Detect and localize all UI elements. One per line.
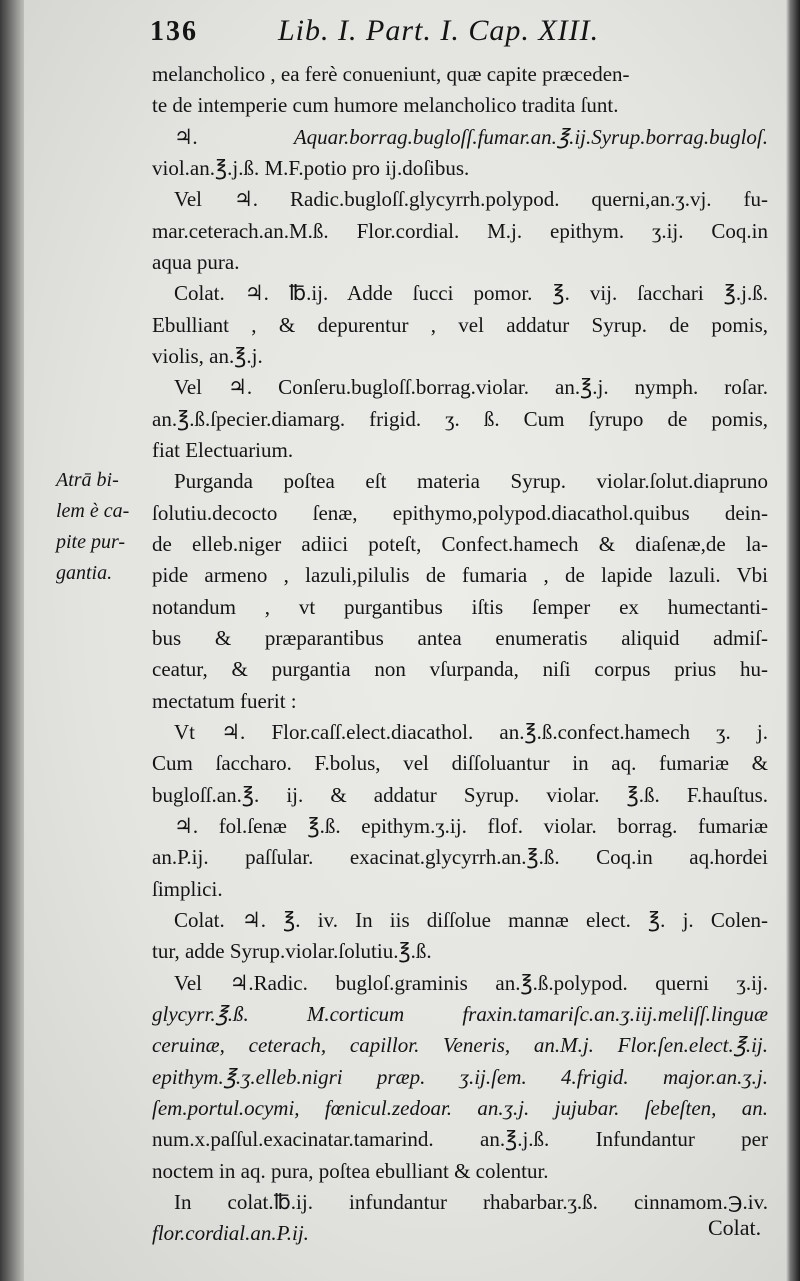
text-line: ſimplici. [152,877,223,901]
text-line: In colat.℔.ij. infundantur rhabarbar.ʒ.ß. cinnamom.℈.iv. [174,1190,768,1214]
text-line: Ebulliant , & depurentur , vel addatur Syrup. de pomis, [152,313,768,337]
text-line: num.x.paſſul.exacinatar.tamarind. an.℥.j.ß. Infundantur per [152,1127,768,1151]
text-line: ſem.portul.ocymi, fœnicul.zedoar. an.ʒ.j. jujubar. ſebeſten, an. [152,1096,768,1120]
text-line: flor.cordial.an.P.ij. [152,1221,309,1245]
text-line: notandum , vt purgantibus iſtis ſemper ex humectanti- [152,595,768,619]
marginal-note-line: pite pur- [56,531,126,553]
marginal-note-line: lem è ca- [56,500,130,522]
page-fore-edge [786,0,800,1281]
text-line: bugloſſ.an.℥. ij. & addatur Syrup. violar. ℥.ß. F.hauſtus. [152,783,768,807]
page-header [150,14,670,60]
text-line: ♃. Aquar.borrag.bugloſſ.fumar.an.℥.ij.Syrup.borrag.bugloſ. [174,125,768,149]
text-line: Cum ſaccharo. F.bolus, vel diſſoluantur in aq. fumariæ & [152,751,768,775]
text-line: Vel ♃.Radic. bugloſ.graminis an.℥.ß.polypod. querni ʒ.ij. [174,971,768,995]
text-line: Vel ♃. Conſeru.bugloſſ.borrag.violar. an.℥.j. nymph. roſar. [174,375,768,399]
text-line: aqua pura. [152,250,240,274]
text-line: Vt ♃. Flor.caſſ.elect.diacathol. an.℥.ß.confect.hamech ʒ. j. [174,720,768,744]
text-line: de elleb.niger adiici poteſt, Confect.hamech & diaſenæ,de la- [152,532,768,556]
text-line: Colat. ♃. ℔.ij. Adde ſucci pomor. ℥. vij. ſacchari ℥.j.ß. [174,281,768,305]
page-number: 136 [150,16,198,47]
text-line: ceruinæ, ceterach, capillor. Veneris, an.M.j. Flor.ſen.elect.℥.ij. [152,1033,768,1057]
marginal-note-line: gantia. [56,562,113,584]
text-line: Purganda poſtea eſt materia Syrup. violar.ſolut.diapruno [174,469,768,493]
text-line: tur, adde Syrup.violar.ſolutiu.℥.ß. [152,939,432,963]
text-line: ſolutiu.decocto ſenæ, epithymo,polypod.diacathol.quibus dein- [152,501,768,525]
text-line: mar.ceterach.an.M.ß. Flor.cordial. M.j. epithym. ʒ.ij. Coq.in [152,219,768,243]
text-line: te de intemperie cum humore melancholico tradita ſunt. [152,93,619,117]
text-line: ♃. fol.ſenæ ℥.ß. epithym.ʒ.ij. flof. violar. borrag. fumariæ [174,814,768,838]
text-line: mectatum fuerit : [152,689,297,713]
running-title: Lib. I. Part. I. Cap. XIII. [278,14,600,47]
text-line: an.℥.ß.ſpecier.diamarg. frigid. ʒ. ß. Cum ſyrupo de pomis, [152,407,768,431]
binding-edge [0,0,24,1281]
catchword: Colat. [708,1215,762,1240]
text-line: epithym.℥.ʒ.elleb.nigri præp. ʒ.ij.ſem. 4.frigid. major.an.ʒ.j. [152,1065,768,1089]
text-line: fiat Electuarium. [152,438,294,462]
text-line: bus & præparantibus antea enumeratis aliquid admiſ- [152,626,768,650]
text-line: Vel ♃. Radic.bugloſſ.glycyrrh.polypod. querni,an.ʒ.vj. fu- [174,187,768,211]
text-line: violis, an.℥.j. [152,344,263,368]
text-line: viol.an.℥.j.ß. M.F.potio pro ij.doſibus. [152,156,470,180]
text-line: noctem in aq. pura, poſtea ebulliant & colentur. [152,1159,549,1183]
text-line: Colat. ♃. ℥. iv. In iis diſſolue mannæ elect. ℥. j. Colen- [174,908,768,932]
text-line: pide armeno , lazuli,pilulis de fumaria , de lapide lazuli. Vbi [152,563,768,587]
text-line: glycyrr.℥.ß. M.corticum fraxin.tamariſc.an.ʒ.iij.meliſſ.linguæ [152,1002,768,1026]
marginal-note-line: Atrā bi- [56,469,119,491]
text-line: an.P.ij. paſſular. exacinat.glycyrrh.an.℥.ß. Coq.in aq.hordei [152,845,768,869]
text-line: melancholico , ea ferè conueniunt, quæ capite præceden- [152,62,630,86]
text-line: ceatur, & purgantia non vſurpanda, niſi corpus prius hu- [152,657,768,681]
